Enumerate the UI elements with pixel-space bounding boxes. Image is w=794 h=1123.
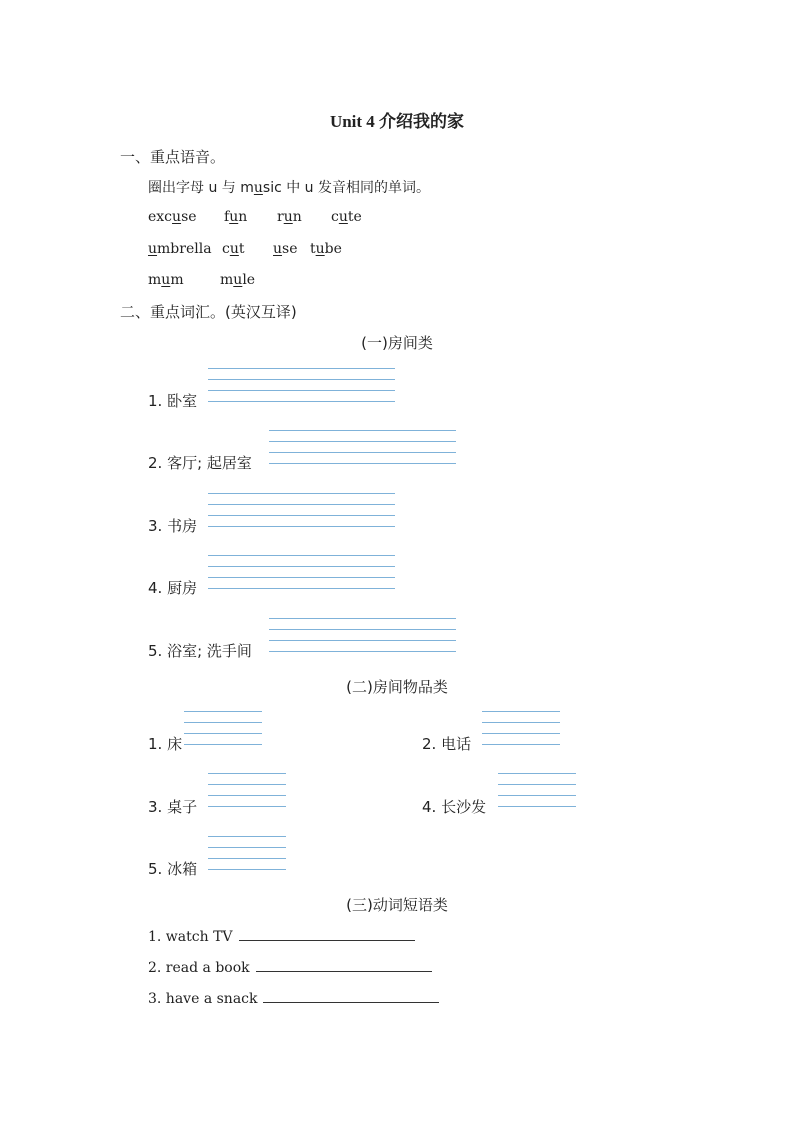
instruction-after: sic 中 u 发音相同的单词。 [262, 180, 431, 196]
phonics-word[interactable]: umbrella [148, 241, 212, 257]
writing-lines[interactable] [208, 555, 395, 599]
phonics-word[interactable]: excuse [148, 209, 197, 225]
writing-lines[interactable] [269, 430, 456, 474]
phonics-word[interactable]: cute [331, 209, 362, 225]
answer-blank[interactable] [263, 988, 439, 1003]
phonics-word[interactable]: cut [222, 241, 245, 257]
phrase-item [148, 926, 415, 945]
phrase-text: 3. have a snack [148, 991, 258, 1007]
section1-heading: 一、重点语音。 [120, 148, 226, 166]
vocab-item-bathroom: 5. 浴室; 洗手间 [148, 642, 252, 660]
vocab-item-bedroom: 1. 卧室 [148, 392, 198, 410]
group1-title: (一)房间类 [361, 334, 433, 352]
phonics-word[interactable]: use [273, 241, 298, 257]
vocab-item-phone: 2. 电话 [422, 735, 472, 753]
phrase-text: 1. watch TV [148, 929, 233, 945]
section2-heading: 二、重点词汇。(英汉互译) [120, 303, 297, 321]
phonics-word[interactable]: mum [148, 272, 184, 288]
writing-lines[interactable] [184, 711, 262, 755]
writing-lines[interactable] [208, 368, 395, 412]
vocab-item-bed: 1. 床 [148, 735, 183, 753]
answer-blank[interactable] [239, 926, 415, 941]
page-title: Unit 4 介绍我的家 [329, 112, 465, 131]
group3-title: (三)动词短语类 [346, 896, 448, 914]
vocab-item-living-room: 2. 客厅; 起居室 [148, 454, 252, 472]
vocab-item-fridge: 5. 冰箱 [148, 860, 198, 878]
group2-title: (二)房间物品类 [346, 678, 448, 696]
writing-lines[interactable] [208, 493, 395, 537]
vocab-item-kitchen: 4. 厨房 [148, 579, 198, 597]
writing-lines[interactable] [482, 711, 560, 755]
section1-instruction [148, 177, 430, 197]
vocab-item-study: 3. 书房 [148, 517, 198, 535]
instruction-underlined-u: u [253, 180, 263, 196]
phonics-word[interactable]: mule [220, 272, 256, 288]
writing-lines[interactable] [498, 773, 576, 817]
answer-blank[interactable] [256, 957, 432, 972]
phonics-word[interactable]: run [277, 209, 302, 225]
phonics-word[interactable]: fun [224, 209, 248, 225]
writing-lines[interactable] [208, 773, 286, 817]
phrase-text: 2. read a book [148, 960, 250, 976]
instruction-before: 圈出字母 u 与 m [148, 180, 254, 196]
phrase-item [148, 988, 439, 1007]
phrase-item [148, 957, 432, 976]
writing-lines[interactable] [208, 836, 286, 880]
phonics-word[interactable]: tube [310, 241, 342, 257]
vocab-item-table: 3. 桌子 [148, 798, 198, 816]
vocab-item-sofa: 4. 长沙发 [422, 798, 487, 816]
writing-lines[interactable] [269, 618, 456, 662]
